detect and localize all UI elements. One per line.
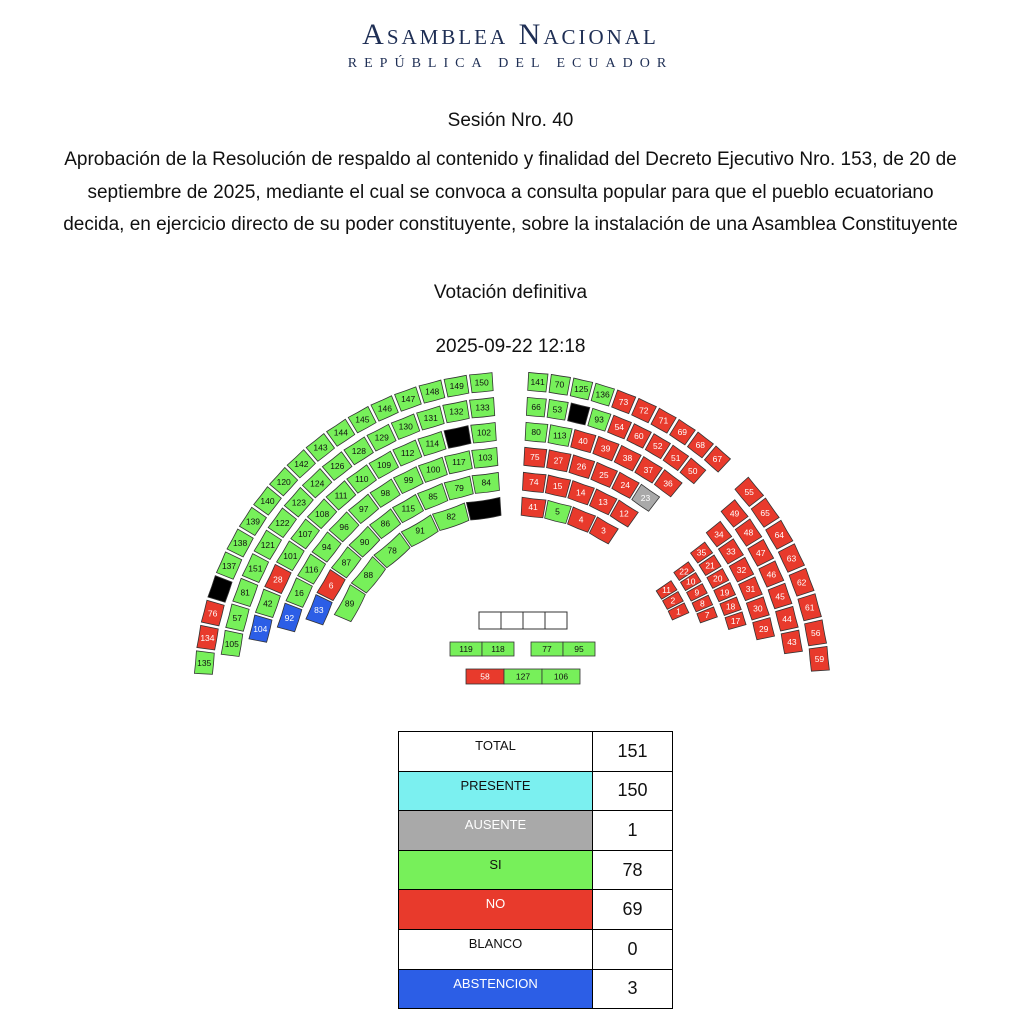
seat-number: 38 (622, 453, 633, 464)
seat-99 (394, 467, 424, 494)
seat-number: 93 (594, 414, 604, 425)
seat-127 (504, 669, 542, 684)
seat-number: 34 (714, 529, 724, 540)
seat-number: 74 (529, 477, 539, 488)
totals-value: 0 (593, 929, 673, 969)
seat-138 (227, 529, 253, 557)
seat-number: 108 (315, 508, 330, 519)
seat-95 (563, 642, 595, 656)
seat-number: 64 (774, 529, 785, 540)
seat-number: 125 (574, 383, 589, 394)
seat-79 (444, 476, 473, 500)
seat-number: 100 (426, 464, 441, 475)
seat-81 (233, 578, 258, 606)
seat-number: 127 (515, 671, 531, 682)
seat-number: 27 (553, 455, 564, 466)
seat-number: 117 (452, 457, 466, 468)
seat-number: 32 (736, 564, 747, 575)
seat-39 (593, 436, 619, 460)
seat-56 (805, 620, 827, 646)
seat-number: 144 (333, 427, 348, 438)
totals-row-si (399, 850, 673, 890)
seat-number: 136 (595, 389, 610, 400)
seat-number: 104 (253, 623, 268, 634)
seat-number: 21 (705, 560, 715, 571)
seat-71 (651, 408, 676, 433)
seat-number: 97 (359, 503, 369, 514)
totals-value: 151 (593, 732, 673, 772)
totals-row-blanco (399, 929, 673, 969)
seat-number: 114 (425, 438, 440, 449)
seat-number: 12 (619, 508, 629, 519)
seat-106 (542, 669, 580, 684)
seat-unlabeled (444, 426, 471, 449)
seat-number: 102 (476, 427, 492, 438)
seat-84 (472, 472, 499, 493)
seat-number: 150 (474, 377, 489, 388)
seat-number: 96 (339, 521, 349, 532)
seat-41 (521, 497, 546, 517)
seat-number: 44 (782, 613, 792, 624)
seat-137 (216, 552, 241, 579)
seat-number: 65 (760, 507, 770, 518)
seat-number: 19 (719, 587, 730, 598)
seat-number: 41 (528, 502, 538, 513)
seat-number: 11 (662, 585, 671, 596)
seat-number: 67 (712, 454, 723, 465)
seat-number: 91 (415, 525, 425, 536)
seat-146 (371, 396, 398, 421)
seat-number: 22 (679, 566, 689, 577)
seat-58 (466, 669, 504, 684)
seat-number: 88 (363, 569, 374, 580)
seat-70 (549, 374, 570, 395)
seat-number: 124 (310, 478, 325, 489)
seat-unlabeled (466, 497, 501, 520)
seat-number: 84 (481, 477, 491, 488)
seat-number: 113 (552, 430, 567, 441)
seat-number: 94 (321, 542, 332, 553)
seat-44 (776, 606, 799, 631)
seat-38 (614, 445, 641, 471)
seat-59 (809, 646, 829, 671)
seat-119 (450, 642, 482, 656)
seat-number: 105 (224, 638, 239, 649)
seat-number: 46 (766, 569, 777, 580)
org-name: Asamblea Nacional (362, 18, 659, 51)
totals-row-ausente (399, 811, 673, 851)
seat-46 (759, 561, 784, 587)
seat-number: 37 (643, 464, 654, 475)
hemicycle-seat-map (0, 360, 1021, 700)
seat-136 (591, 383, 614, 406)
seat-45 (768, 583, 792, 609)
seat-132 (443, 401, 470, 423)
seat-number: 69 (677, 427, 688, 438)
seat-number: 18 (725, 601, 736, 612)
seat-number: 131 (423, 412, 438, 423)
seat-43 (781, 630, 802, 653)
seat-number: 140 (260, 496, 275, 507)
totals-label: TOTAL (399, 732, 593, 772)
seat-number: 76 (207, 608, 218, 619)
seat-number: 20 (713, 573, 723, 584)
seat-135 (194, 651, 214, 674)
seat-76 (201, 600, 224, 626)
seat-number: 139 (245, 516, 261, 527)
seat-number: 62 (796, 577, 807, 588)
seat-number: 110 (354, 474, 369, 485)
seat-139 (239, 507, 266, 535)
seat-number: 122 (275, 517, 290, 528)
seat-83 (306, 595, 332, 625)
seat-number: 15 (552, 481, 563, 492)
seat-number: 143 (313, 442, 328, 453)
seat-number: 138 (233, 538, 248, 549)
seat-number: 81 (240, 587, 250, 598)
totals-value: 78 (593, 850, 673, 890)
seat-unlabeled (208, 576, 232, 603)
seat-unlabeled (568, 403, 590, 425)
podium (479, 612, 567, 629)
seat-number: 73 (618, 396, 629, 407)
seat-number: 68 (695, 440, 706, 451)
seat-61 (798, 594, 821, 621)
seat-number: 55 (744, 486, 754, 497)
seat-number: 141 (530, 377, 545, 388)
seat-number: 95 (574, 644, 584, 654)
vote-totals-table (398, 731, 673, 1009)
seat-number: 134 (200, 632, 215, 643)
seat-102 (471, 423, 497, 443)
seat-number: 70 (554, 379, 565, 390)
seat-133 (470, 398, 495, 418)
seat-number: 119 (459, 644, 473, 654)
seat-26 (569, 455, 595, 479)
seat-5 (545, 500, 572, 523)
seat-number: 29 (758, 623, 769, 634)
seat-129 (367, 424, 396, 451)
seat-number: 148 (425, 386, 440, 397)
seat-121 (254, 530, 281, 559)
seat-103 (472, 447, 498, 468)
seat-number: 14 (575, 487, 586, 498)
totals-row-no (399, 890, 673, 930)
seat-64 (766, 520, 793, 549)
seat-130 (391, 414, 419, 439)
seat-number: 129 (374, 432, 389, 443)
seat-number: 151 (248, 563, 263, 574)
seat-number: 75 (530, 452, 540, 463)
seat-109 (369, 451, 398, 478)
seat-145 (348, 406, 376, 432)
seat-number: 118 (491, 644, 505, 654)
seat-number: 1 (676, 606, 681, 617)
seat-number: 60 (634, 430, 644, 441)
seat-number: 128 (351, 445, 366, 456)
seat-number: 126 (330, 461, 345, 472)
seat-number: 71 (658, 415, 669, 426)
seat-number: 23 (640, 492, 651, 503)
seat-number: 39 (600, 443, 611, 454)
seat-number: 9 (694, 587, 700, 598)
seat-3 (589, 517, 618, 544)
seat-93 (588, 408, 611, 431)
seat-number: 90 (359, 536, 370, 547)
seat-number: 137 (221, 560, 237, 571)
seat-number: 106 (553, 671, 569, 682)
seat-number: 149 (449, 380, 464, 391)
seat-128 (344, 437, 373, 465)
seat-number: 49 (729, 508, 740, 519)
seat-number: 98 (380, 488, 391, 499)
seat-number: 57 (232, 612, 243, 623)
seat-117 (445, 451, 473, 474)
seat-118 (482, 642, 514, 656)
seat-147 (395, 387, 422, 411)
seat-number: 8 (699, 598, 705, 609)
seat-80 (525, 422, 548, 442)
seat-number: 63 (786, 553, 797, 564)
seat-number: 4 (578, 514, 584, 525)
seat-number: 28 (273, 574, 283, 585)
seat-number: 51 (670, 452, 681, 463)
seat-72 (632, 398, 657, 422)
seat-29 (753, 618, 775, 640)
seat-125 (570, 378, 592, 400)
seat-number: 130 (398, 421, 413, 432)
seat-number: 5 (555, 506, 560, 517)
seat-number: 111 (334, 490, 348, 501)
totals-label: SI (399, 850, 593, 890)
seat-134 (197, 625, 218, 650)
seat-number: 58 (480, 671, 490, 682)
seat-31 (739, 577, 763, 601)
seat-number: 40 (578, 435, 588, 446)
seat-40 (571, 429, 596, 452)
seat-number: 132 (449, 406, 464, 417)
totals-value: 69 (593, 890, 673, 930)
vote-description: Aprobación de la Resolución de respaldo al contenido y finalidad del Decreto Ejecutivo Nro. 153, de 20 de septiembre de 2025, mediante el cual se convoca a consulta popular para que el pueblo ecuatoriano decida, en ejercicio directo de su poder constituyente, sobre la instalación de una Asamblea Constituyente (63, 149, 958, 235)
seat-151 (242, 554, 268, 583)
seat-number: 80 (531, 427, 541, 438)
seat-number: 123 (291, 497, 306, 508)
seat-16 (286, 578, 312, 608)
seat-57 (226, 604, 249, 631)
seat-number: 82 (446, 511, 456, 522)
seat-number: 133 (475, 402, 490, 413)
seat-17 (725, 612, 746, 630)
totals-label: NO (399, 890, 593, 930)
seat-30 (746, 597, 769, 620)
seat-number: 35 (696, 547, 707, 558)
seat-number: 13 (598, 496, 608, 507)
seat-73 (612, 390, 636, 414)
seat-25 (591, 462, 618, 487)
seat-number: 79 (454, 482, 464, 493)
seat-number: 147 (401, 393, 416, 404)
seat-number: 25 (599, 469, 609, 480)
seat-number: 115 (401, 503, 416, 514)
seat-number: 109 (376, 459, 392, 470)
seat-number: 43 (787, 637, 797, 648)
seat-53 (547, 399, 568, 420)
seat-92 (277, 603, 302, 632)
seat-54 (608, 415, 632, 439)
seat-number: 3 (601, 525, 606, 536)
totals-row-abstencion (399, 969, 673, 1009)
seat-number: 86 (380, 518, 391, 529)
seat-14 (568, 481, 595, 505)
seat-number: 145 (355, 414, 370, 425)
org-subtitle: REPÚBLICA DEL ECUADOR (347, 56, 674, 71)
totals-value: 3 (593, 969, 673, 1009)
seat-number: 6 (328, 580, 334, 591)
seat-number: 120 (276, 476, 291, 487)
seat-number: 2 (670, 595, 676, 606)
seat-77 (531, 642, 563, 656)
seat-number: 48 (743, 527, 754, 538)
seat-144 (327, 419, 355, 446)
seat-47 (748, 539, 774, 566)
seat-number: 103 (478, 452, 493, 463)
seat-141 (528, 372, 548, 391)
seat-65 (751, 498, 779, 527)
seat-number: 26 (576, 461, 587, 472)
totals-value: 1 (593, 811, 673, 851)
seat-15 (545, 475, 570, 497)
seat-number: 121 (260, 540, 275, 551)
seat-number: 59 (814, 654, 825, 665)
seat-105 (221, 630, 243, 656)
seat-number: 53 (552, 404, 563, 415)
seat-number: 72 (639, 405, 649, 416)
totals-label: BLANCO (399, 929, 593, 969)
seat-number: 99 (403, 475, 414, 486)
seat-number: 16 (294, 587, 304, 598)
seat-number: 50 (688, 465, 698, 476)
seat-28 (265, 564, 291, 593)
seat-number: 61 (805, 602, 815, 613)
seat-number: 47 (756, 548, 766, 559)
totals-value: 150 (593, 771, 673, 811)
seat-number: 77 (542, 644, 552, 654)
seat-75 (524, 447, 547, 467)
seat-74 (522, 472, 546, 492)
seat-55 (735, 477, 764, 506)
totals-row-presente (399, 771, 673, 811)
totals-label: ABSTENCION (399, 969, 593, 1009)
seat-42 (256, 589, 281, 617)
totals-label: PRESENTE (399, 771, 593, 811)
seat-113 (548, 425, 572, 447)
seat-number: 142 (294, 458, 309, 469)
seat-number: 92 (284, 612, 295, 623)
seat-112 (393, 440, 422, 466)
seat-number: 30 (753, 603, 763, 614)
seat-100 (418, 457, 447, 482)
seat-number: 85 (428, 491, 438, 502)
seat-number: 87 (341, 557, 352, 568)
seat-number: 31 (745, 583, 756, 594)
seat-131 (417, 406, 445, 430)
seat-number: 107 (298, 529, 313, 540)
seat-number: 116 (304, 564, 319, 575)
seat-number: 36 (663, 478, 673, 489)
seat-114 (418, 431, 446, 455)
seat-148 (419, 380, 445, 403)
seat-number: 42 (263, 598, 273, 609)
seat-number: 101 (283, 550, 298, 561)
seat-63 (778, 544, 804, 573)
vote-type: Votación definitiva (433, 282, 588, 303)
seat-number: 10 (686, 576, 696, 587)
seat-number: 7 (704, 610, 710, 621)
seat-number: 83 (314, 605, 324, 616)
seat-85 (418, 484, 448, 510)
seat-number: 146 (377, 403, 392, 414)
seat-number: 78 (387, 545, 397, 556)
seat-number: 24 (620, 480, 631, 491)
seat-number: 45 (775, 591, 785, 602)
seat-104 (249, 615, 272, 642)
totals-label: AUSENTE (399, 811, 593, 851)
seat-27 (547, 450, 572, 472)
totals-row-total (399, 732, 673, 772)
seat-66 (526, 397, 546, 416)
seat-number: 17 (730, 615, 741, 626)
seat-78 (374, 533, 410, 568)
seat-82 (432, 503, 468, 531)
seat-149 (444, 375, 469, 397)
seat-number: 135 (197, 657, 212, 668)
vote-timestamp: 2025-09-22 12:18 (435, 336, 586, 357)
seat-number: 89 (344, 598, 355, 609)
seat-number: 33 (726, 546, 736, 557)
seat-number: 54 (614, 422, 625, 433)
seat-number: 52 (652, 441, 663, 452)
seat-number: 56 (810, 628, 821, 639)
seat-number: 66 (531, 402, 541, 413)
seat-150 (470, 373, 494, 393)
seat-62 (789, 568, 814, 596)
session-number: Sesión Nro. 40 (447, 110, 574, 131)
seat-number: 112 (400, 447, 415, 458)
